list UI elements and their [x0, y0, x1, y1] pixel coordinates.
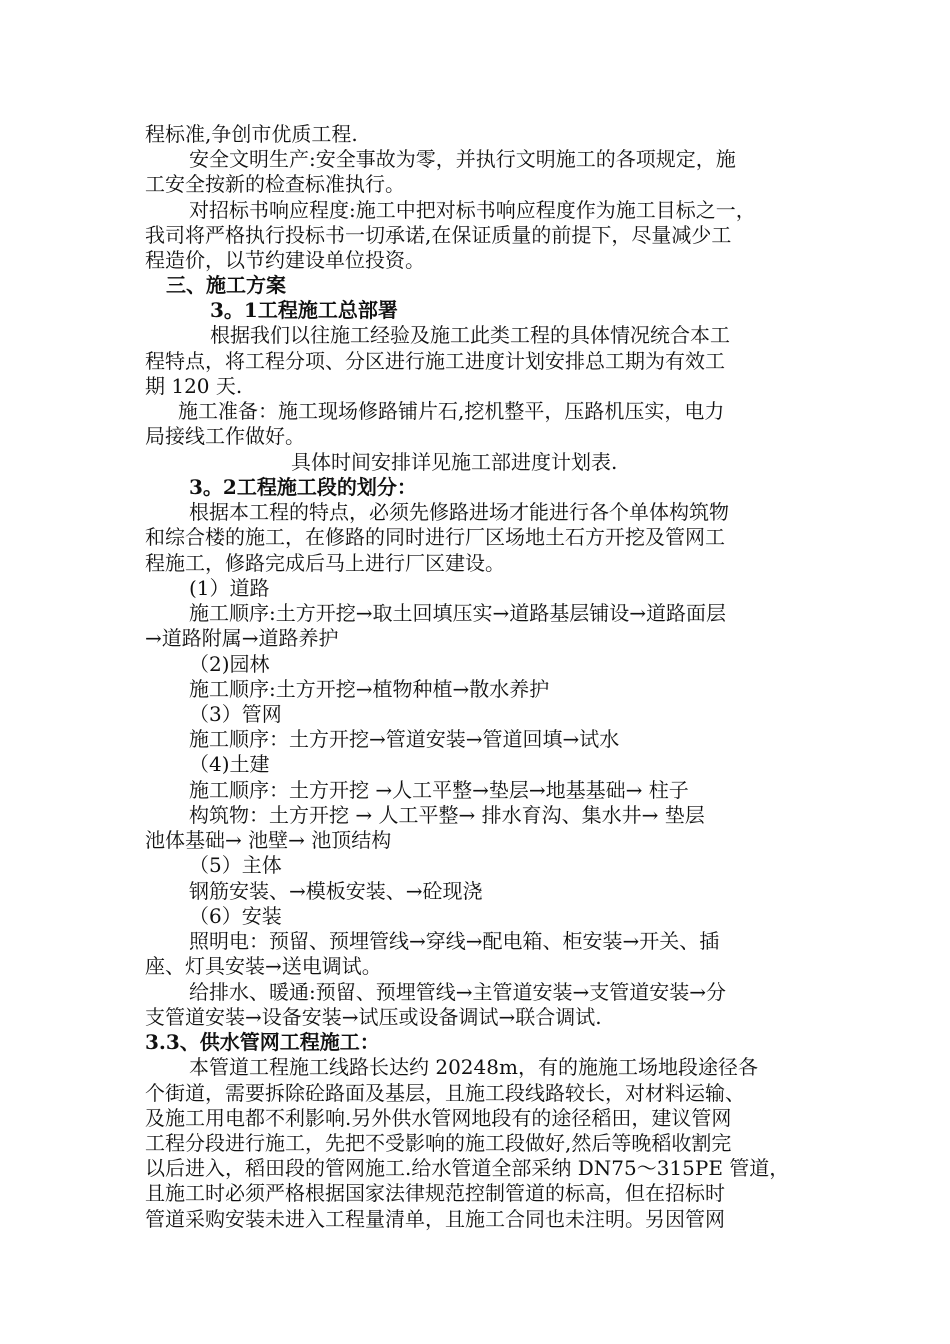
text-line: 给排水、暖通:预留、预埋管线→主管道安装→支管道安装→分 — [189, 980, 727, 1004]
text-line: 且施工时必须严格根据国家法律规范控制管道的标高，但在招标时 — [145, 1181, 725, 1205]
subsection-heading: 3。1工程施工总部署 — [210, 298, 398, 322]
list-item-heading: （3）管网 — [189, 702, 282, 726]
text-line: 具体时间安排详见施工部进度计划表. — [291, 450, 618, 474]
text-line: 及施工用电都不利影响.另外供水管网地段有的途径稻田，建议管网 — [145, 1106, 732, 1130]
text-line: 程施工，修路完成后马上进行厂区建设。 — [145, 551, 505, 575]
text-line: 照明电：预留、预埋管线→穿线→配电箱、柜安装→开关、插 — [189, 929, 720, 953]
text-line: 施工顺序:土方开挖→取土回填压实→道路基层铺设→道路面层 — [189, 601, 727, 625]
text-line: 程造价，以节约建设单位投资。 — [145, 248, 425, 272]
text-line: 和综合楼的施工，在修路的同时进行厂区场地土石方开挖及管网工 — [145, 525, 725, 549]
text-line: 根据本工程的特点，必须先修路进场才能进行各个单体构筑物 — [189, 500, 729, 524]
text-line: 程标准,争创市优质工程. — [145, 122, 358, 146]
subsection-heading: 3。2工程施工段的划分： — [189, 475, 417, 499]
text-line: 期 120 天. — [145, 374, 243, 398]
text-line: 钢筋安装、→模板安装、→砼现浇 — [189, 879, 483, 903]
text-line: 工程分段进行施工，先把不受影响的施工段做好,然后等晚稻收割完 — [145, 1131, 732, 1155]
text-line: 安全文明生产:安全事故为零，并执行文明施工的各项规定，施 — [189, 147, 736, 171]
subsection-heading: 3.3、供水管网工程施工： — [145, 1030, 380, 1054]
list-item-heading: （4)土建 — [189, 752, 270, 776]
text-line: 个街道，需要拆除砼路面及基层，且施工段线路较长，对材料运输、 — [145, 1081, 745, 1105]
text-line: 施工顺序：土方开挖→管道安装→管道回填→试水 — [189, 727, 620, 751]
text-line: 座、灯具安装→送电调试。 — [145, 954, 382, 978]
list-item-heading: （5）主体 — [189, 853, 282, 877]
text-line: 局接线工作做好。 — [145, 424, 305, 448]
text-line: 池体基础→ 池壁→ 池顶结构 — [145, 828, 392, 852]
text-line: 施工顺序:土方开挖→植物种植→散水养护 — [189, 677, 550, 701]
text-line: 根据我们以往施工经验及施工此类工程的具体情况统合本工 — [210, 323, 730, 347]
text-line: 对招标书响应程度:施工中把对标书响应程度作为施工目标之一， — [189, 198, 756, 222]
text-line: 施工准备：施工现场修路铺片石,挖机整平，压路机压实，电力 — [178, 399, 725, 423]
text-line: 管道采购安装未进入工程量清单，且施工合同也未注明。另因管网 — [145, 1207, 725, 1231]
list-item-heading: （6）安装 — [189, 904, 282, 928]
section-heading: 三、施工方案 — [166, 273, 286, 297]
text-line: 工安全按新的检查标准执行。 — [145, 172, 405, 196]
text-line: 我司将严格执行投标书一切承诺,在保证质量的前提下，尽量减少工 — [145, 223, 732, 247]
text-line: 程特点，将工程分项、分区进行施工进度计划安排总工期为有效工 — [145, 349, 725, 373]
list-item-heading: （2)园林 — [189, 652, 270, 676]
text-line: 本管道工程施工线路长达约 20248m，有的施施工场地段途径各 — [189, 1055, 758, 1079]
text-line: 构筑物：土方开挖 → 人工平整→ 排水育沟、集水井→ 垫层 — [189, 803, 705, 827]
text-line: →道路附属→道路养护 — [145, 626, 339, 650]
list-item-heading: (1）道路 — [189, 576, 270, 600]
text-line: 施工顺序：土方开挖 →人工平整→垫层→地基基础→ 柱子 — [189, 778, 689, 802]
text-line: 支管道安装→设备安装→试压或设备调试→联合调试. — [145, 1005, 602, 1029]
text-line: 以后进入，稻田段的管网施工.给水管道全部采纳 DN75～315PE 管道， — [145, 1156, 790, 1180]
